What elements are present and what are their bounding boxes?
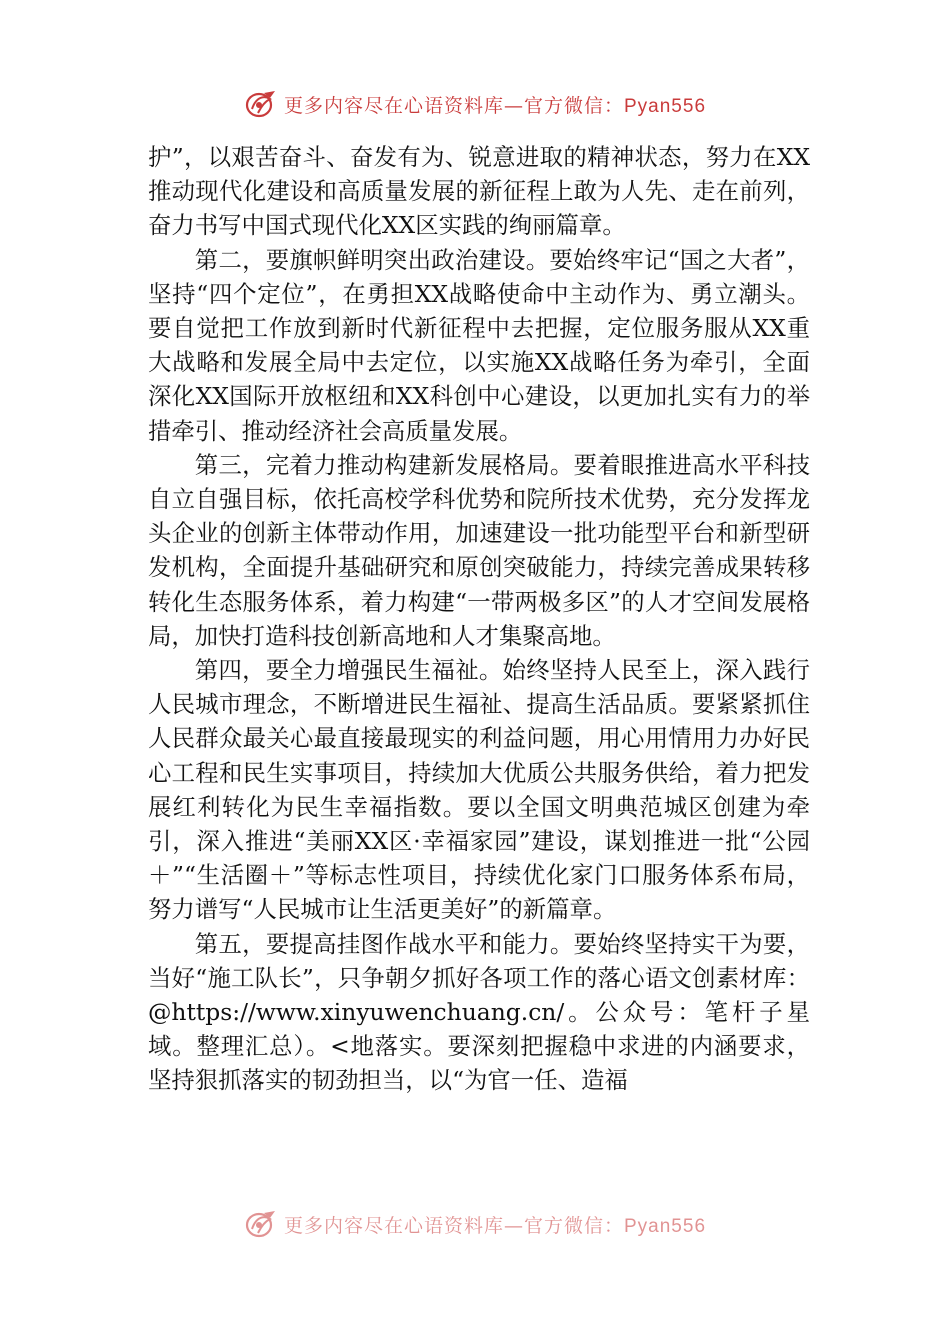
watermark-text (284, 91, 706, 118)
paragraph-fifth-point: 第五，要提高挂图作战水平和能力。要始终坚持实干为要，当好“施工队长”，只争朝夕抓好各项工作的落心语文创素材库：@https://www.xinyuwenchuang.cn/。公众号：笔杆子星域。整理汇总）。<地落实。要深刻把握稳中求进的内涵要求，坚持狠抓落实的韧劲担当，以“为官一任、造福 (148, 929, 810, 1095)
paragraph-second-point: 第二，要旗帜鲜明突出政治建设。要始终牢记“国之大者”，坚持“四个定位”，在勇担XX战略使命中主动作为、勇立潮头。要自觉把工作放到新时代新征程中去把握，定位服务服从XX重大战略和发展全局中去定位，以实施XX战略任务为牵引，全面深化XX国际开放枢纽和XX科创中心建设，以更加扎实有力的举措牵引、推动经济社会高质量发展。 (148, 245, 810, 445)
brand-logo-icon (244, 89, 278, 119)
paragraph-third-point: 第三，完着力推动构建新发展格局。要着眼推进高水平科技自立自强目标，依托高校学科优势和院所技术优势，充分发挥龙头企业的创新主体带动作用，加速建设一批功能型平台和新型研发机构，全面提升基础研究和原创突破能力，持续完善成果转移转化生态服务体系，着力构建“一带两极多区”的人才空间发展格局，加快打造科技创新高地和人才集聚高地。 (148, 450, 810, 650)
footer-watermark (0, 1204, 950, 1244)
header-watermark (0, 84, 950, 124)
paragraph-continuation: 护”，以艰苦奋斗、奋发有为、锐意进取的精神状态，努力在XX推动现代化建设和高质量发展的新征程上敢为人先、走在前列，奋力书写中国式现代化XX区实践的绚丽篇章。 (148, 143, 810, 240)
brand-logo-icon (244, 1209, 278, 1239)
watermark-wechat-id: Pyan556 (624, 95, 707, 117)
paragraph-fourth-point: 第四，要全力增强民生福祉。始终坚持人民至上，深入践行人民城市理念，不断增进民生福祉、提高生活品质。要紧紧抓住人民群众最关心最直接最现实的利益问题，用心用情用力办好民心工程和民生实事项目，持续加大优质公共服务供给，着力把发展红利转化为民生幸福指数。要以全国文明典范城区创建为牵引，深入推进“美丽XX区·幸福家园”建设，谋划推进一批“公园＋”“生活圈＋”等标志性项目，持续优化家门口服务体系布局，努力谱写“人民城市让生活更美好”的新篇章。 (148, 656, 810, 924)
watermark-text (284, 1211, 706, 1238)
watermark-wechat-id: Pyan556 (624, 1215, 707, 1237)
watermark-label: 更多内容尽在心语资料库—官方微信： (283, 1214, 624, 1237)
document-body (148, 140, 810, 1098)
watermark-label: 更多内容尽在心语资料库—官方微信： (283, 94, 624, 117)
